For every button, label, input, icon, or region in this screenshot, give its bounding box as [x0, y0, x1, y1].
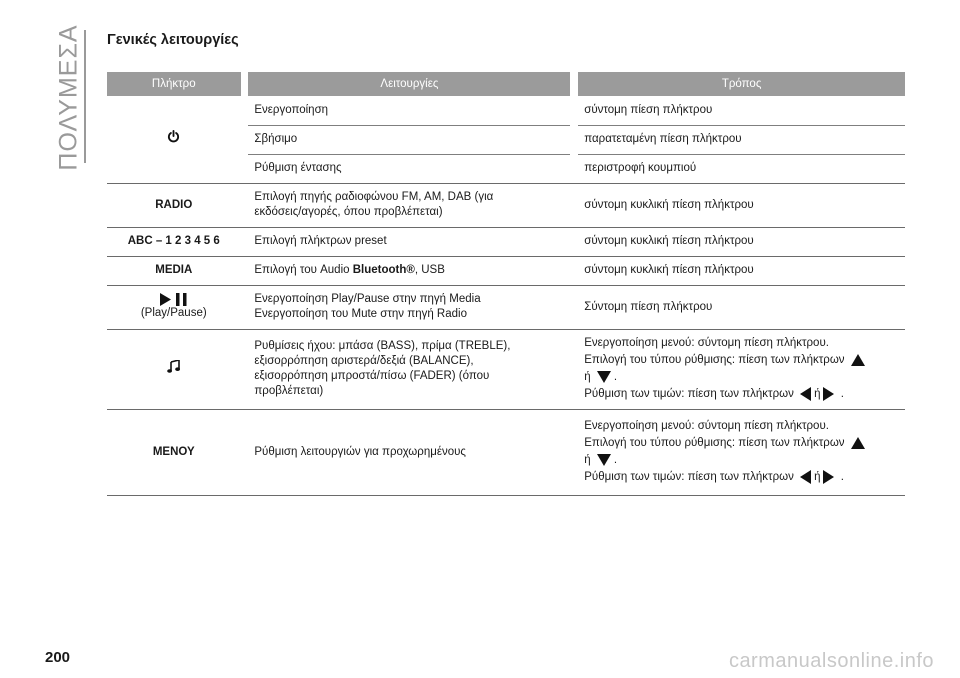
- table-row: [107, 227, 905, 256]
- arrow-right-icon: [823, 470, 834, 484]
- key-radio: RADIO: [107, 183, 241, 227]
- function-cell: Ενεργοποίηση Play/Pause στην πηγή Media Ενεργοποίηση του Mute στην πηγή Radio: [248, 285, 570, 329]
- table-row: [107, 256, 905, 285]
- method-cell: σύντομη κυκλική πίεση πλήκτρου: [578, 227, 905, 256]
- header-function: Λειτουργίες: [248, 72, 570, 96]
- function-cell: Ενεργοποίηση: [254, 103, 329, 116]
- functions-table: [107, 72, 905, 496]
- arrow-left-icon: [800, 470, 811, 484]
- method-cell: Ενεργοποίηση μενού: σύντομη πίεση πλήκτρου. Επιλογή του τύπου ρύθμισης: πίεση των πλήκτρων ή . Ρύθμιση των τιμών: πίεση των πλήκτρων ή .: [578, 329, 905, 409]
- method-cell: σύντομη πίεση πλήκτρου: [584, 103, 713, 116]
- method-cell: περιστροφή κουμπιού: [578, 154, 905, 183]
- function-cell: Επιλογή του Audio Bluetooth®, USB: [248, 256, 570, 285]
- table-row: [107, 329, 905, 409]
- function-cell: Επιλογή πηγής ραδιοφώνου FM, AM, DAB (για εκδόσεις/αγορές, όπου προβλέπεται): [248, 183, 570, 227]
- table-header-row: [107, 72, 905, 96]
- key-presets: ABC – 1 2 3 4 5 6: [107, 227, 241, 256]
- arrow-down-icon: [597, 454, 611, 466]
- method-cell: παρατεταμένη πίεση πλήκτρου: [578, 125, 905, 154]
- play-pause-icon: [159, 293, 189, 306]
- method-cell: σύντομη κυκλική πίεση πλήκτρου: [578, 256, 905, 285]
- key-play-pause: (Play/Pause): [107, 285, 241, 329]
- function-cell: Ρυθμίσεις ήχου: μπάσα (BASS), πρίμα (TREBLE), εξισορρόπηση αριστερά/δεξιά (BALANCE), εξισορρόπηση μπροστά/πίσω (FADER) (όπου προβλέπεται): [248, 329, 570, 409]
- header-method: Τρόπος: [578, 72, 905, 96]
- side-section-title: [54, 24, 83, 171]
- arrow-up-icon: [851, 354, 865, 366]
- function-cell: Ρύθμιση έντασης: [248, 154, 570, 183]
- key-audio: [107, 329, 241, 409]
- table-row: [107, 96, 905, 125]
- function-cell: Σβήσιμο: [248, 125, 570, 154]
- method-cell: Σύντομη πίεση πλήκτρου: [578, 285, 905, 329]
- music-note-icon: [167, 360, 181, 373]
- method-cell: σύντομη κυκλική πίεση πλήκτρου: [578, 183, 905, 227]
- function-cell: Ρύθμιση λειτουργιών για προχωρημένους: [248, 409, 570, 495]
- arrow-right-icon: [823, 387, 834, 401]
- page-number: 200: [45, 649, 71, 666]
- watermark: carmanualsonline.info: [728, 650, 934, 672]
- method-cell: Ενεργοποίηση μενού: σύντομη πίεση πλήκτρου. Επιλογή του τύπου ρύθμισης: πίεση των πλήκτρων ή . Ρύθμιση των τιμών: πίεση των πλήκτρων ή .: [578, 409, 905, 495]
- power-icon: [167, 130, 180, 143]
- key-power: [107, 96, 241, 183]
- table-row: [107, 183, 905, 227]
- side-divider: [84, 30, 86, 163]
- header-key: Πλήκτρο: [107, 72, 241, 96]
- key-media: MEDIA: [107, 256, 241, 285]
- side-section-title-text: ΠΟΛΥΜΕΣΑ: [54, 24, 83, 171]
- function-cell: Επιλογή πλήκτρων preset: [248, 227, 570, 256]
- table-row: [107, 285, 905, 329]
- table-row: [107, 409, 905, 495]
- arrow-up-icon: [851, 437, 865, 449]
- section-title: Γενικές λειτουργίες: [107, 32, 239, 48]
- arrow-left-icon: [800, 387, 811, 401]
- key-menu: ΜΕΝΟΥ: [107, 409, 241, 495]
- arrow-down-icon: [597, 371, 611, 383]
